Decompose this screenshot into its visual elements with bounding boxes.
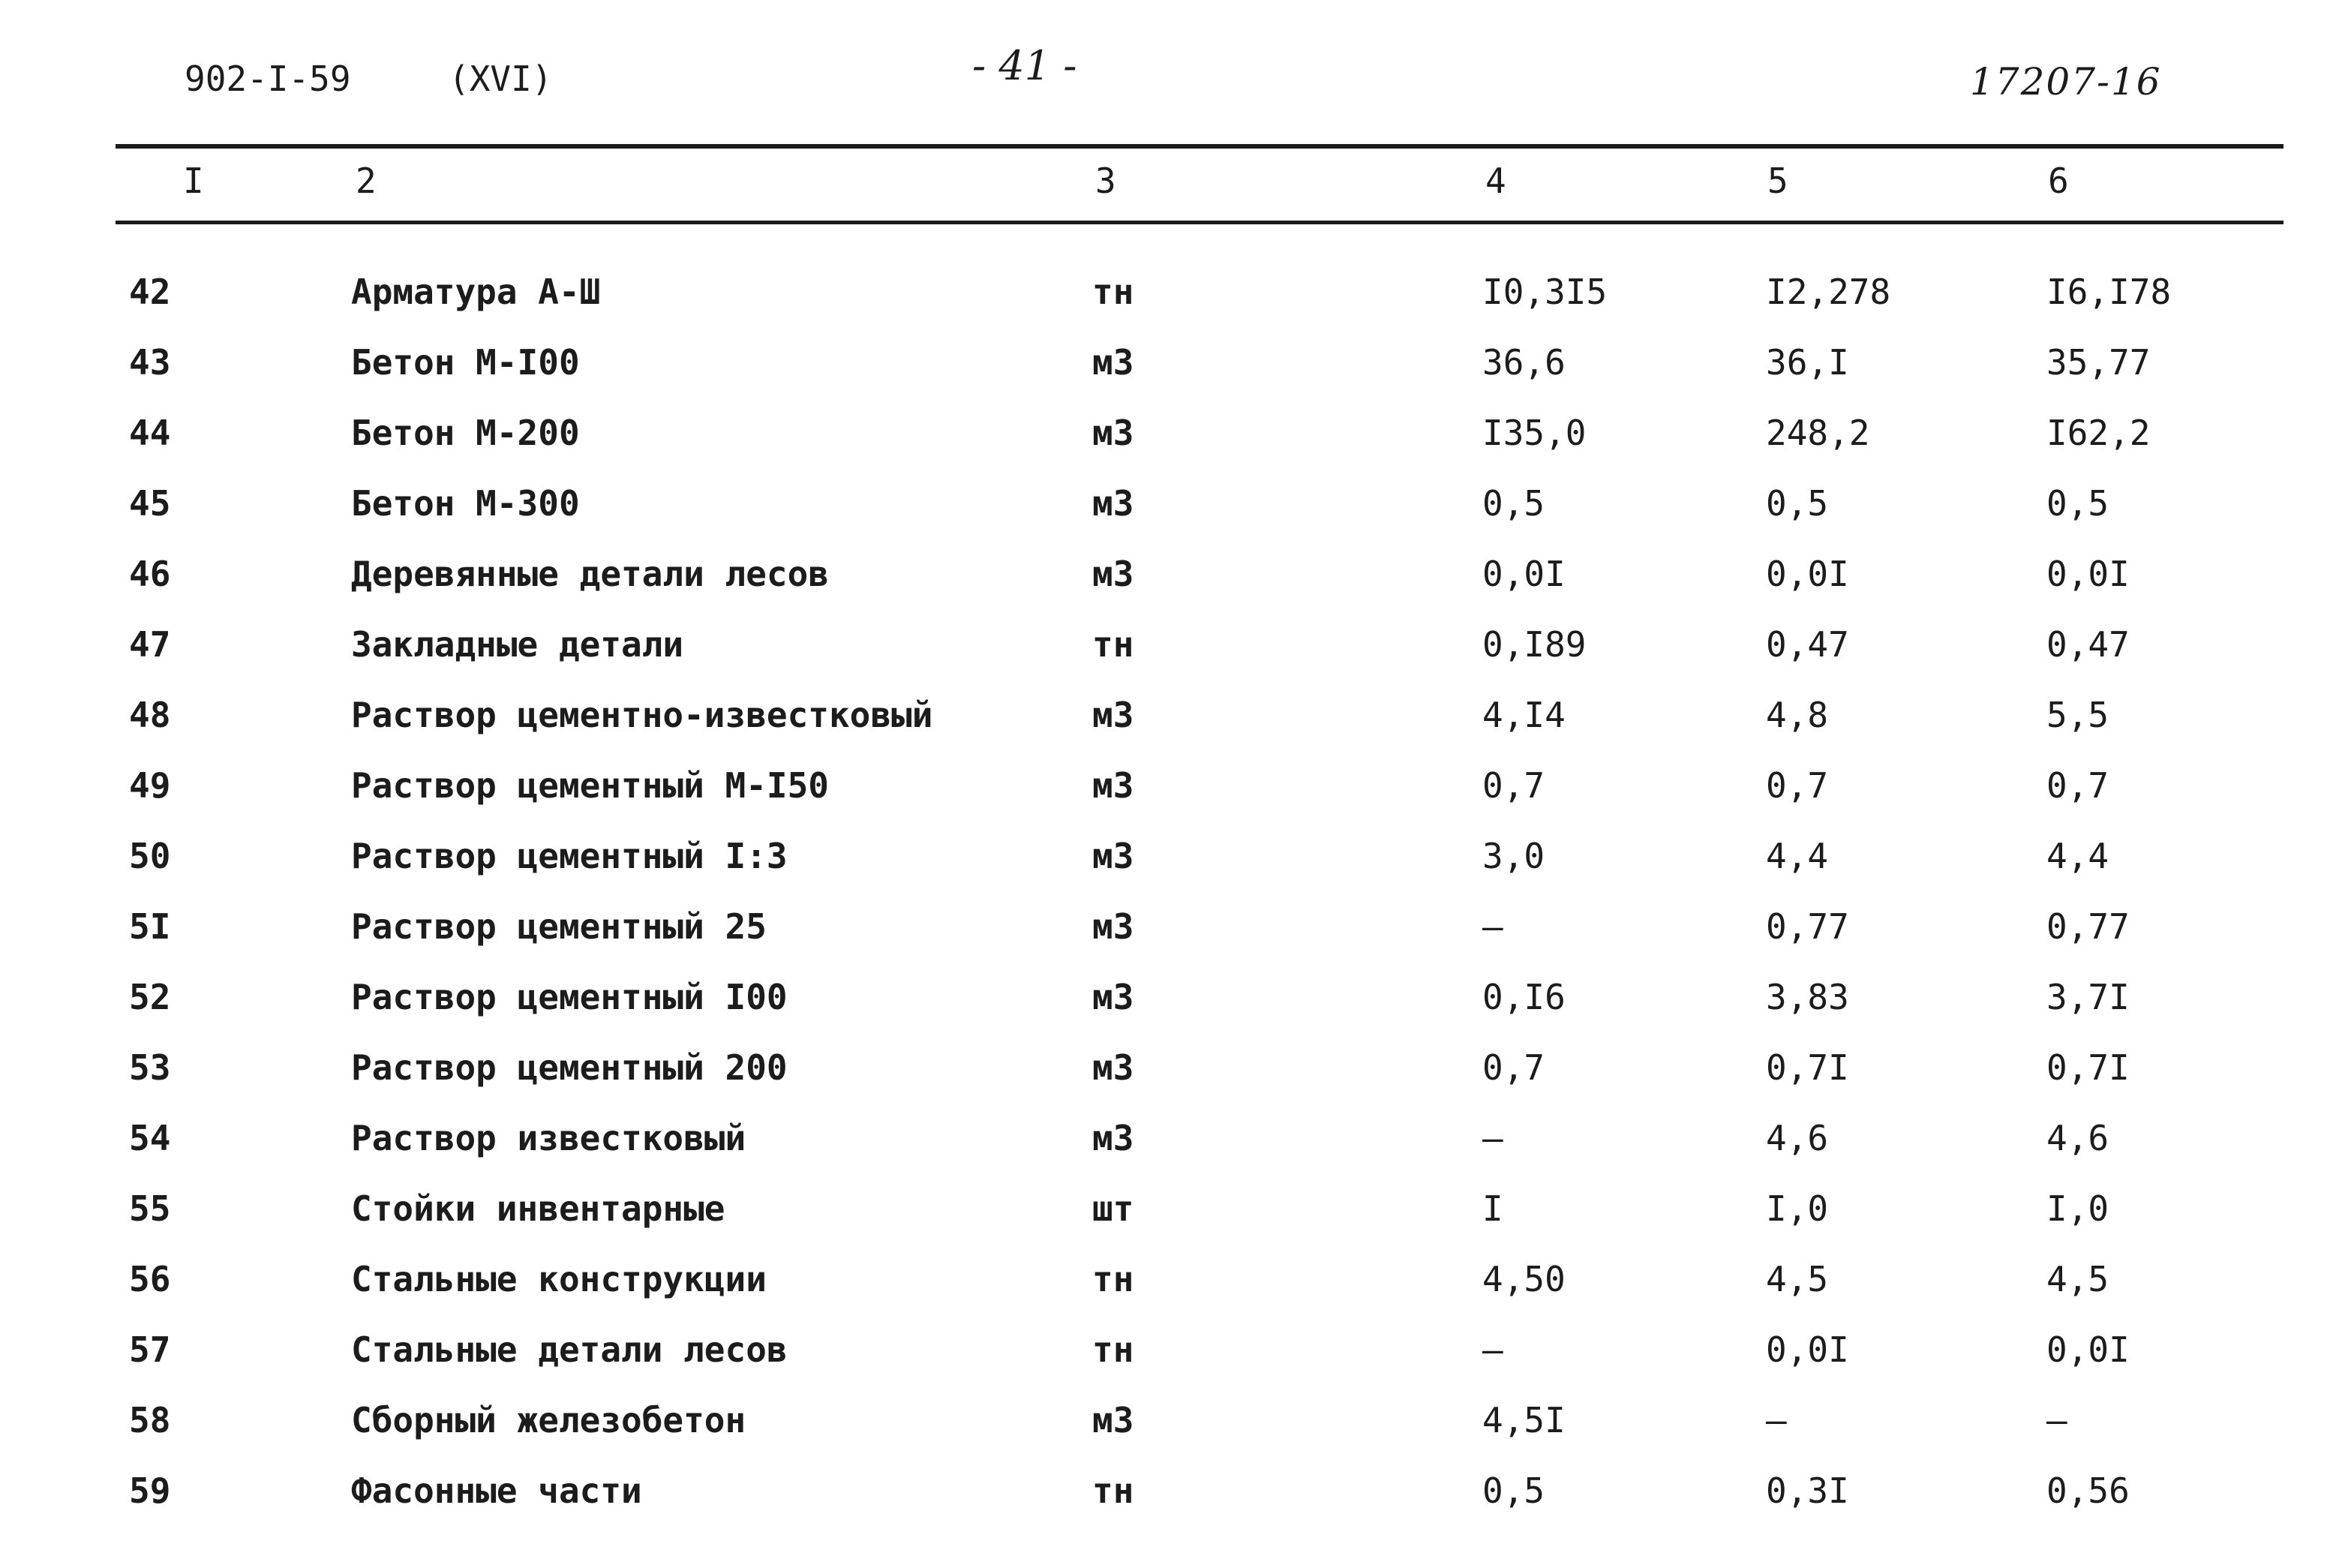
value-col-6: I62,2 <box>2046 413 2151 453</box>
material-name: Сборный железобетон <box>351 1400 746 1440</box>
value-col-6: 0,7I <box>2046 1047 2130 1088</box>
value-col-5: 4,6 <box>1766 1118 1829 1158</box>
material-name: Раствор цементный I:3 <box>351 836 788 876</box>
material-name: Раствор цементный М-I50 <box>351 765 829 806</box>
page-number: - 41 - <box>972 42 1077 89</box>
value-col-6: 4,6 <box>2046 1118 2109 1158</box>
row-number: 42 <box>129 272 171 312</box>
material-name: Деревянные детали лесов <box>351 554 829 594</box>
table-header-rule <box>116 221 2283 224</box>
row-number: 57 <box>129 1329 171 1370</box>
value-col-4: 0,I89 <box>1482 624 1587 665</box>
table-row <box>0 398 2339 468</box>
row-number: 48 <box>129 695 171 735</box>
material-name: Раствор цементный 25 <box>351 906 767 947</box>
unit: м3 <box>1092 977 1134 1017</box>
material-name: Стальные конструкции <box>351 1259 767 1299</box>
unit: м3 <box>1092 1047 1134 1088</box>
row-number: 49 <box>129 765 171 806</box>
value-col-5: 0,47 <box>1766 624 1849 665</box>
material-name: Раствор известковый <box>351 1118 746 1158</box>
value-col-6: 35,77 <box>2046 342 2151 383</box>
value-col-4: 4,5I <box>1482 1400 1566 1440</box>
table-row <box>0 327 2339 398</box>
table-row <box>0 468 2339 539</box>
value-col-5: 4,5 <box>1766 1259 1829 1299</box>
material-name: Раствор цементный I00 <box>351 977 788 1017</box>
row-number: 58 <box>129 1400 171 1440</box>
unit: м3 <box>1092 413 1134 453</box>
table-row <box>0 1455 2339 1526</box>
value-col-4: 3,0 <box>1482 836 1545 876</box>
column-header-3: 3 <box>1095 161 1116 201</box>
material-name: Раствор цементный 200 <box>351 1047 788 1088</box>
document-code: 902-I-59 <box>185 59 351 99</box>
material-name: Стойки инвентарные <box>351 1188 725 1229</box>
table-row <box>0 680 2339 750</box>
value-col-6: 0,0I <box>2046 554 2130 594</box>
value-col-4: I0,3I5 <box>1482 272 1608 312</box>
value-col-6: 3,7I <box>2046 977 2130 1017</box>
material-name: Фасонные части <box>351 1470 642 1511</box>
value-col-4: I <box>1482 1188 1503 1229</box>
row-number: 59 <box>129 1470 171 1511</box>
value-col-6: 4,5 <box>2046 1259 2109 1299</box>
value-col-6: – <box>2046 1400 2067 1440</box>
unit: тн <box>1092 624 1134 665</box>
value-col-6: 0,5 <box>2046 483 2109 524</box>
value-col-6: 0,77 <box>2046 906 2130 947</box>
row-number: 5I <box>129 906 171 947</box>
value-col-4: – <box>1482 1118 1503 1158</box>
column-header-1: I <box>183 161 204 201</box>
value-col-5: 0,7 <box>1766 765 1829 806</box>
value-col-6: 4,4 <box>2046 836 2109 876</box>
value-col-5: 4,8 <box>1766 695 1829 735</box>
column-header-5: 5 <box>1767 161 1788 201</box>
unit: тн <box>1092 1470 1134 1511</box>
value-col-5: – <box>1766 1400 1787 1440</box>
table-row <box>0 1385 2339 1455</box>
value-col-5: I,0 <box>1766 1188 1829 1229</box>
table-row <box>0 257 2339 327</box>
value-col-5: 0,7I <box>1766 1047 1849 1088</box>
table-top-rule <box>116 144 2283 149</box>
value-col-4: 4,I4 <box>1482 695 1566 735</box>
value-col-5: 248,2 <box>1766 413 1870 453</box>
value-col-6: I,0 <box>2046 1188 2109 1229</box>
value-col-5: 0,5 <box>1766 483 1829 524</box>
unit: тн <box>1092 272 1134 312</box>
unit: м3 <box>1092 765 1134 806</box>
value-col-4: 0,7 <box>1482 765 1545 806</box>
unit: тн <box>1092 1329 1134 1370</box>
value-col-4: 0,5 <box>1482 1470 1545 1511</box>
table-row <box>0 1103 2339 1173</box>
row-number: 45 <box>129 483 171 524</box>
table-row <box>0 1173 2339 1244</box>
table-row <box>0 1314 2339 1385</box>
column-header-2: 2 <box>356 161 377 201</box>
table-row <box>0 609 2339 680</box>
value-col-6: 5,5 <box>2046 695 2109 735</box>
value-col-4: 0,I6 <box>1482 977 1566 1017</box>
material-name: Бетон М-300 <box>351 483 580 524</box>
value-col-5: 36,I <box>1766 342 1849 383</box>
value-col-6: 0,0I <box>2046 1329 2130 1370</box>
value-col-4: – <box>1482 906 1503 947</box>
row-number: 55 <box>129 1188 171 1229</box>
value-col-6: 0,7 <box>2046 765 2109 806</box>
unit: шт <box>1092 1188 1134 1229</box>
unit: м3 <box>1092 695 1134 735</box>
value-col-5: 0,0I <box>1766 1329 1849 1370</box>
row-number: 46 <box>129 554 171 594</box>
unit: м3 <box>1092 342 1134 383</box>
table-row <box>0 821 2339 891</box>
value-col-6: I6,I78 <box>2046 272 2172 312</box>
table-row <box>0 750 2339 821</box>
table-row <box>0 891 2339 962</box>
archive-number: 17207-16 <box>1970 60 2162 104</box>
value-col-5: 0,3I <box>1766 1470 1849 1511</box>
unit: м3 <box>1092 836 1134 876</box>
value-col-4: 0,0I <box>1482 554 1566 594</box>
table-row <box>0 962 2339 1032</box>
unit: м3 <box>1092 906 1134 947</box>
column-header-4: 4 <box>1485 161 1506 201</box>
unit: м3 <box>1092 554 1134 594</box>
material-name: Раствор цементно-известковый <box>351 695 933 735</box>
value-col-5: 0,77 <box>1766 906 1849 947</box>
value-col-4: 36,6 <box>1482 342 1566 383</box>
row-number: 47 <box>129 624 171 665</box>
value-col-6: 0,47 <box>2046 624 2130 665</box>
unit: м3 <box>1092 1400 1134 1440</box>
material-name: Закладные детали <box>351 624 684 665</box>
value-col-6: 0,56 <box>2046 1470 2130 1511</box>
material-name: Бетон М-I00 <box>351 342 580 383</box>
value-col-5: 0,0I <box>1766 554 1849 594</box>
value-col-4: – <box>1482 1329 1503 1370</box>
row-number: 44 <box>129 413 171 453</box>
unit: м3 <box>1092 483 1134 524</box>
table-row <box>0 1032 2339 1103</box>
material-name: Бетон М-200 <box>351 413 580 453</box>
row-number: 52 <box>129 977 171 1017</box>
unit: тн <box>1092 1259 1134 1299</box>
row-number: 43 <box>129 342 171 383</box>
row-number: 53 <box>129 1047 171 1088</box>
value-col-5: 4,4 <box>1766 836 1829 876</box>
unit: м3 <box>1092 1118 1134 1158</box>
value-col-4: 4,50 <box>1482 1259 1566 1299</box>
row-number: 54 <box>129 1118 171 1158</box>
row-number: 56 <box>129 1259 171 1299</box>
column-header-6: 6 <box>2048 161 2069 201</box>
material-name: Арматура А-Ш <box>351 272 601 312</box>
material-name: Стальные детали лесов <box>351 1329 788 1370</box>
document-section: (XVI) <box>449 59 553 99</box>
row-number: 50 <box>129 836 171 876</box>
value-col-5: I2,278 <box>1766 272 1891 312</box>
value-col-4: 0,7 <box>1482 1047 1545 1088</box>
value-col-4: I35,0 <box>1482 413 1587 453</box>
value-col-4: 0,5 <box>1482 483 1545 524</box>
table-row <box>0 1244 2339 1314</box>
table-row <box>0 539 2339 609</box>
value-col-5: 3,83 <box>1766 977 1849 1017</box>
